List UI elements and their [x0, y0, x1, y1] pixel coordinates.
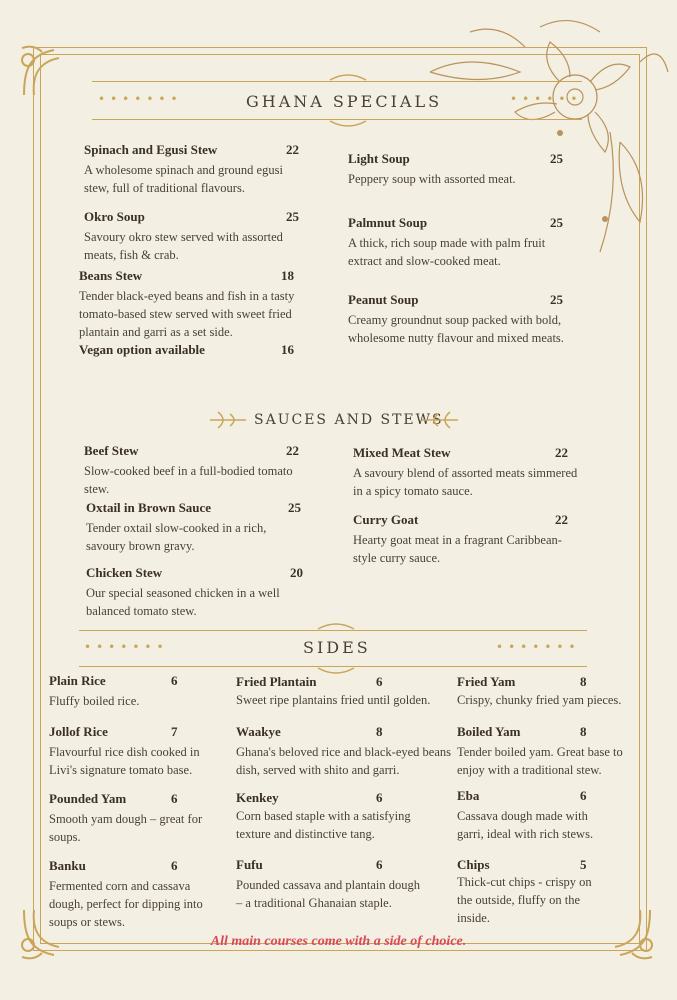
item-name: Palmnut Soup — [348, 215, 428, 230]
item-price: 6 — [171, 673, 178, 688]
item-name: Boiled Yam — [457, 724, 521, 739]
item-price: 16 — [281, 342, 294, 357]
dots-decoration: ••••••• — [496, 640, 581, 654]
ornament-bottom-icon — [328, 119, 368, 129]
item-price: 22 — [555, 445, 568, 460]
item-description: Our special seasoned chicken in a well balanced tomato stew. — [86, 586, 280, 618]
item-price: 25 — [550, 215, 563, 230]
item-description: A savoury blend of assorted meats simmered in a spicy tomato sauce. — [353, 466, 578, 498]
menu-item — [84, 142, 304, 197]
item-description: Creamy groundnut soup packed with bold, wholesome nutty flavour and mixed meats. — [348, 313, 564, 345]
menu-item — [236, 857, 426, 912]
item-name: Fried Plantain — [236, 674, 317, 689]
item-name: Vegan option available — [79, 342, 205, 357]
item-description: Pounded cassava and plantain dough – a traditional Ghanaian staple. — [236, 878, 420, 910]
item-name: Beans Stew — [79, 268, 143, 283]
divider — [92, 81, 582, 82]
item-price: 6 — [376, 857, 383, 872]
menu-item — [49, 858, 224, 931]
item-price: 22 — [286, 443, 299, 458]
item-description: Hearty goat meat in a fragrant Caribbean-style curry sauce. — [353, 533, 562, 565]
menu-item — [79, 268, 309, 341]
item-description: Peppery soup with assorted meat. — [348, 172, 516, 186]
item-price: 22 — [555, 512, 568, 527]
section-title-sauces: SAUCES AND STEWS — [254, 412, 444, 428]
menu-item — [84, 443, 306, 498]
item-name: Plain Rice — [49, 673, 106, 688]
item-name: Chicken Stew — [86, 565, 163, 580]
menu-item — [353, 512, 581, 567]
menu-item — [348, 151, 573, 188]
divider — [79, 630, 587, 631]
menu-item — [457, 674, 637, 709]
section-title-specials: GHANA SPECIALS — [246, 92, 443, 111]
item-name: Peanut Soup — [348, 292, 419, 307]
item-name: Okro Soup — [84, 209, 145, 224]
item-description: Tender black-eyed beans and fish in a tasty tomato-based stew served with sweet fried plantain and garri as a set side. — [79, 289, 295, 339]
item-description: Crispy, chunky fried yam pieces. — [457, 693, 622, 707]
menu-item — [457, 724, 637, 779]
item-description: Ghana's beloved rice and black-eyed beans dish, served with shito and garri. — [236, 745, 452, 777]
item-name: Fufu — [236, 857, 263, 872]
item-name: Fried Yam — [457, 674, 516, 689]
menu-item — [86, 565, 311, 620]
item-price: 6 — [171, 858, 178, 873]
item-name: Chips — [457, 857, 490, 872]
menu-item — [348, 292, 578, 347]
item-price: 20 — [290, 565, 303, 580]
corner-flourish-top-left-icon — [14, 40, 74, 100]
ornament-right-icon — [420, 408, 460, 432]
item-price: 25 — [288, 500, 301, 515]
menu-item — [457, 788, 607, 843]
item-price: 7 — [171, 724, 178, 739]
item-description: Smooth yam dough – great for soups. — [49, 812, 203, 844]
menu-item — [84, 209, 304, 264]
menu-item — [79, 342, 309, 358]
item-name: Banku — [49, 858, 86, 873]
item-price: 5 — [580, 857, 587, 872]
ornament-left-icon — [208, 408, 248, 432]
menu-item — [457, 857, 607, 927]
item-price: 25 — [550, 151, 563, 166]
item-name: Beef Stew — [84, 443, 139, 458]
item-description: A wholesome spinach and ground egusi stew, full of traditional flavours. — [84, 163, 283, 195]
item-price: 22 — [286, 142, 299, 157]
dots-decoration: ••••••• — [98, 92, 183, 106]
item-price: 18 — [281, 268, 294, 283]
item-price: 8 — [580, 724, 587, 739]
item-name: Jollof Rice — [49, 724, 108, 739]
item-description: Flavourful rice dish cooked in Livi's signature tomato base. — [49, 745, 200, 777]
item-description: Savoury okro stew served with assorted meats, fish & crab. — [84, 230, 283, 262]
menu-item — [348, 215, 573, 270]
item-description: Corn based staple with a satisfying texture and distinctive tang. — [236, 809, 411, 841]
menu-item — [49, 673, 224, 710]
item-price: 6 — [376, 674, 383, 689]
item-price: 6 — [376, 790, 383, 805]
item-description: Fluffy boiled rice. — [49, 694, 140, 708]
item-name: Light Soup — [348, 151, 410, 166]
item-description: Tender oxtail slow-cooked in a rich, savoury brown gravy. — [86, 521, 267, 553]
item-description: Thick-cut chips - crispy on the outside, fluffy on the inside. — [457, 875, 592, 925]
item-price: 8 — [376, 724, 383, 739]
menu-item — [353, 445, 578, 500]
item-name: Oxtail in Brown Sauce — [86, 500, 212, 515]
item-name: Mixed Meat Stew — [353, 445, 451, 460]
item-price: 6 — [171, 791, 178, 806]
item-price: 8 — [580, 674, 587, 689]
item-name: Spinach and Egusi Stew — [84, 142, 218, 157]
item-description: Fermented corn and cassava dough, perfect for dipping into soups or stews. — [49, 879, 203, 929]
menu-item — [49, 724, 229, 779]
item-description: Slow-cooked beef in a full-bodied tomato stew. — [84, 464, 293, 496]
section-title-sides: SIDES — [303, 638, 371, 657]
item-name: Curry Goat — [353, 512, 419, 527]
menu-item — [236, 674, 451, 709]
item-name: Kenkey — [236, 790, 279, 805]
item-description: A thick, rich soup made with palm fruit extract and slow-cooked meat. — [348, 236, 546, 268]
menu-item — [49, 791, 224, 846]
item-name: Eba — [457, 788, 480, 803]
item-name: Pounded Yam — [49, 791, 127, 806]
item-price: 25 — [550, 292, 563, 307]
item-description: Tender boiled yam. Great base to enjoy with a traditional stew. — [457, 745, 623, 777]
menu-item — [236, 724, 451, 779]
item-description: Cassava dough made with garri, ideal with rich stews. — [457, 809, 594, 841]
menu-item — [86, 500, 306, 555]
item-description: Sweet ripe plantains fried until golden. — [236, 693, 431, 707]
item-price: 25 — [286, 209, 299, 224]
dots-decoration: ••••••• — [84, 640, 169, 654]
item-price: 6 — [580, 788, 587, 803]
dots-decoration: •••••• — [510, 92, 583, 106]
item-name: Waakye — [236, 724, 281, 739]
footer-note: All main courses come with a side of choice. — [210, 934, 467, 949]
menu-item — [236, 790, 436, 843]
